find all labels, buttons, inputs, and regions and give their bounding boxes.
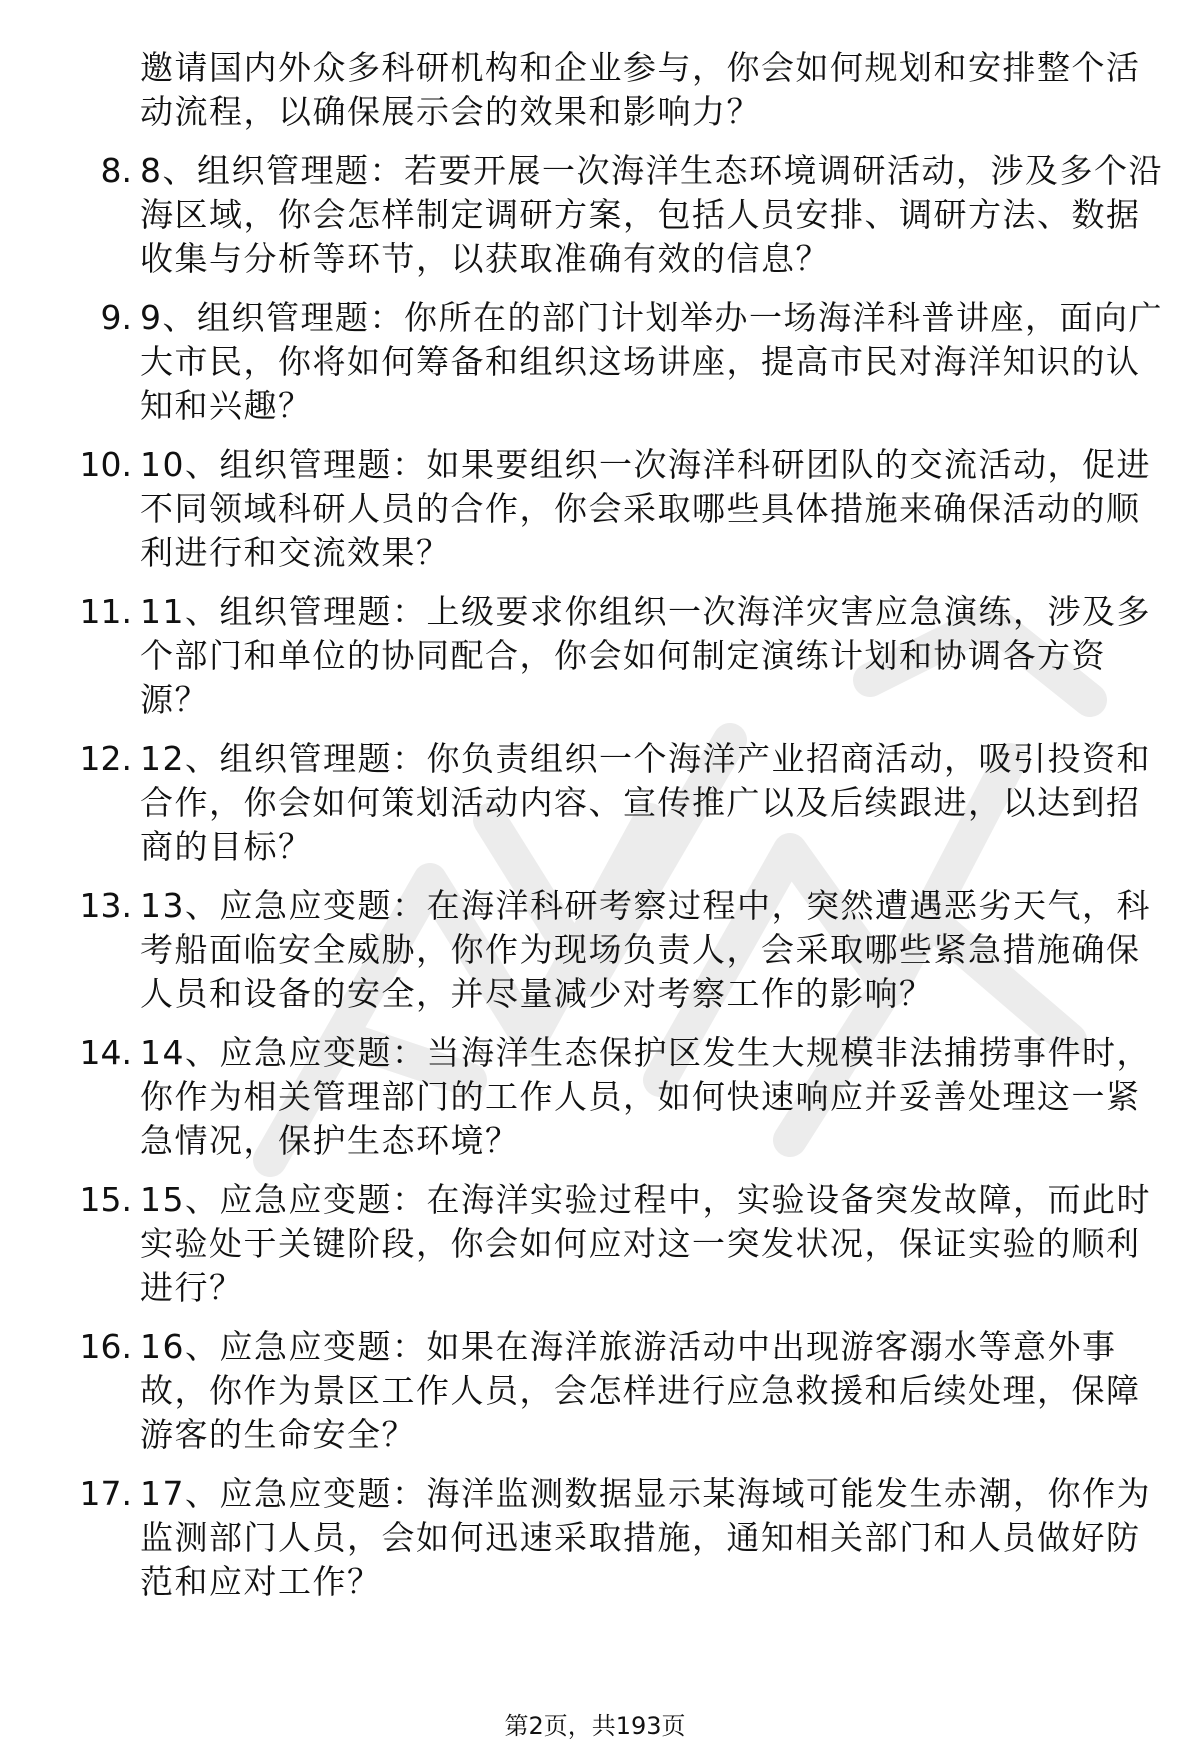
item-number: 15. — [79, 1180, 132, 1219]
item-text: 8、组织管理题：若要开展一次海洋生态环境调研活动，涉及多个沿海区域，你会怎样制定调研方案，包括人员安排、调研方法、数据收集与分析等环节，以获取准确有效的信息？ — [140, 151, 1163, 278]
item-text: 11、组织管理题：上级要求你组织一次海洋灾害应急演练，涉及多个部门和单位的协同配合，你会如何制定演练计划和协调各方资源？ — [140, 592, 1151, 719]
list-item — [60, 1031, 1170, 1163]
question-list — [60, 46, 1170, 1619]
list-item — [60, 443, 1170, 575]
list-item — [60, 1178, 1170, 1310]
page-footer: 第2页，共193页 — [504, 1712, 686, 1740]
list-item — [60, 884, 1170, 1016]
item-text: 15、应急应变题：在海洋实验过程中，实验设备突发故障，而此时实验处于关键阶段，你会如何应对这一突发状况，保证实验的顺利进行？ — [140, 1180, 1151, 1307]
item-number: 12. — [79, 739, 132, 778]
item-number: 9. — [100, 298, 132, 337]
list-item — [60, 149, 1170, 281]
list-item — [60, 1325, 1170, 1457]
item-number: 8. — [100, 151, 132, 190]
list-item — [60, 737, 1170, 869]
item-number: 11. — [79, 592, 132, 631]
item-number: 13. — [79, 886, 132, 925]
list-item — [60, 590, 1170, 722]
list-item — [60, 296, 1170, 428]
item-text: 10、组织管理题：如果要组织一次海洋科研团队的交流活动，促进不同领域科研人员的合作，你会采取哪些具体措施来确保活动的顺利进行和交流效果？ — [140, 445, 1151, 572]
item-text: 16、应急应变题：如果在海洋旅游活动中出现游客溺水等意外事故，你作为景区工作人员，会怎样进行应急救援和后续处理，保障游客的生命安全？ — [140, 1327, 1141, 1454]
item-text: 13、应急应变题：在海洋科研考察过程中，突然遭遇恶劣天气，科考船面临安全威胁，你作为现场负责人，会采取哪些紧急措施确保人员和设备的安全，并尽量减少对考察工作的影响？ — [140, 886, 1151, 1013]
continuation-paragraph: 邀请国内外众多科研机构和企业参与，你会如何规划和安排整个活动流程，以确保展示会的效果和影响力？ — [140, 48, 1141, 131]
item-text: 12、组织管理题：你负责组织一个海洋产业招商活动，吸引投资和合作，你会如何策划活动内容、宣传推广以及后续跟进，以达到招商的目标？ — [140, 739, 1151, 866]
item-number: 17. — [79, 1474, 132, 1513]
list-item — [60, 1472, 1170, 1604]
item-text: 14、应急应变题：当海洋生态保护区发生大规模非法捕捞事件时，你作为相关管理部门的工作人员，如何快速响应并妥善处理这一紧急情况，保护生态环境？ — [140, 1033, 1151, 1160]
item-text: 17、应急应变题：海洋监测数据显示某海域可能发生赤潮，你作为监测部门人员，会如何迅速采取措施，通知相关部门和人员做好防范和应对工作？ — [140, 1474, 1151, 1601]
item-number: 10. — [79, 445, 132, 484]
item-text: 9、组织管理题：你所在的部门计划举办一场海洋科普讲座，面向广大市民，你将如何筹备和组织这场讲座，提高市民对海洋知识的认知和兴趣？ — [140, 298, 1163, 425]
item-number: 14. — [79, 1033, 132, 1072]
item-number: 16. — [79, 1327, 132, 1366]
